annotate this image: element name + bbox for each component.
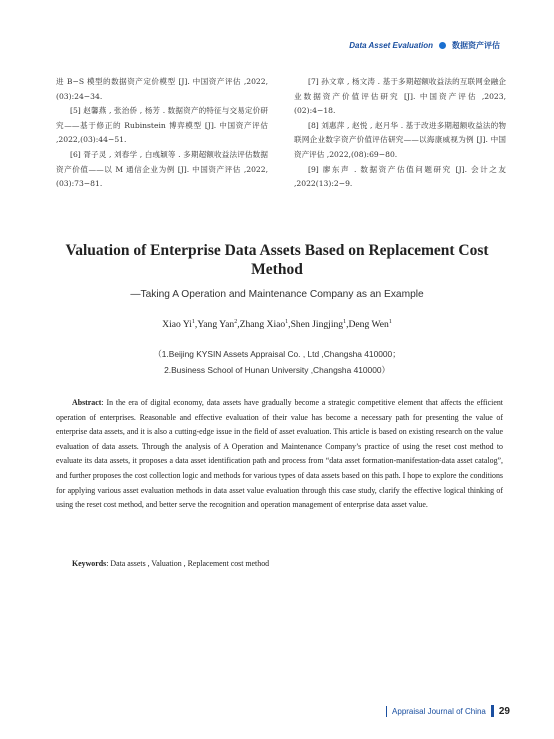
reference-item: 进 B−S 模型的数据资产定价模型 [J]. 中国资产评估 ,2022,(03):24−34.	[56, 77, 268, 101]
abstract-label: Abstract	[72, 398, 102, 407]
header-chinese-title: 数据资产评估	[452, 40, 500, 50]
reference-column-left	[56, 75, 268, 192]
paper-title: Valuation of Enterprise Data Assets Based on Replacement Cost Method	[65, 242, 489, 278]
author-name: Deng Wen	[348, 319, 389, 331]
abstract-text: : In the era of digital economy, data assets have gradually become a strategic competitive element that affects the efficient operation of enterprises. Reasonable and effective evaluation of their value has become a necessary path for presenting the value of enterprise data assets, and it is also a cutting-edge issue in the field of asset evaluation. This article is based on existing research on the value evaluation of data assets. Through the analysis of A Operation and Maintenance Company’s practice of using the reset cost method to evaluate its data assets, it proposes a data asset identification path and process from “data asset formation-manifestation-data asset catalog”, and further proposes the cost collection logic and methods for various types of data assets based on this path. I hope to explore the conditions for applying various asset evaluation methods in data asset value evaluation through this case study, clarify the effective logical thinking of using the reset cost method, and better serve the recognition and operation management of enterprise data asset value.	[56, 398, 503, 510]
author-name: Yang Yan	[197, 319, 235, 331]
author-affiliation-mark: 1	[388, 319, 392, 325]
header-english-title: Data Asset Evaluation	[349, 40, 433, 50]
affiliation-line: 2.Business School of Hunan University ,Changsha 410000）	[164, 365, 390, 375]
keywords	[56, 559, 503, 568]
footer-bar-icon	[491, 705, 494, 717]
header-dot-icon	[439, 42, 446, 49]
reference-column-right	[294, 75, 506, 192]
reference-item: [5] 赵馨燕 , 张治侨 , 杨芳 . 数据资产的特征与交易定价研究——基于修正的 Rubinstein 博弈模型 [J]. 中国资产评估 ,2022,(03):44−51.	[56, 106, 268, 145]
author-list: Xiao Yi$^1$,Yang Yan$^2$,Zhang Xiao$^1$,Shen Jingjing$^1$,Deng Wen$^1$	[162, 319, 392, 331]
reference-item: [8] 刘惠萍 , 赵悦 , 赵月华 . 基于改进多期超额收益法的物联网企业数字资产价值评估研究——以海康威视为例 [J]. 中国资产评估 ,2022,(08):69−80.	[294, 120, 506, 159]
running-header	[349, 38, 500, 52]
page-footer	[386, 704, 510, 718]
author-name: Shen Jingjing	[290, 319, 344, 331]
reference-item: [7] 孙文章 , 杨文涛 . 基于多期超额收益法的互联网金融企业数据资产价值评估研究 [J]. 中国资产评估 ,2023,(02):4−18.	[294, 77, 506, 116]
author-name: Xiao Yi	[162, 319, 192, 331]
paper-subtitle: —Taking A Operation and Maintenance Company as an Example	[130, 289, 424, 300]
page-number: 29	[498, 705, 510, 717]
footer-divider	[386, 706, 387, 717]
affiliation-line: （1.Beijing KYSIN Assets Appraisal Co. , Ltd ,Changsha 410000；	[153, 349, 401, 359]
reference-list	[56, 75, 506, 192]
abstract	[56, 396, 503, 513]
author-name: Zhang Xiao	[239, 319, 286, 331]
author-affiliation-mark: 1	[191, 319, 195, 325]
reference-item: [6] 胥子灵 , 刘春学 , 白彧颖等 . 多期超额收益法评估数据资产价值——以 M 通信企业为例 [J]. 中国资产评估 ,2022,(03):73−81.	[56, 149, 268, 189]
keywords-text: : Data assets , Valuation , Replacement cost method	[106, 559, 270, 568]
author-affiliation-mark: 1	[285, 319, 289, 325]
footer-journal-name: Appraisal Journal of China	[392, 706, 486, 716]
affiliations	[40, 346, 514, 378]
keywords-label: Keywords	[72, 559, 107, 568]
reference-item: [9] 廖东声 . 数据资产估值问题研究 [J]. 会计之友 ,2022(13):2−9.	[294, 164, 506, 189]
author-affiliation-mark: 1	[343, 319, 347, 325]
author-affiliation-mark: 2	[234, 319, 238, 325]
